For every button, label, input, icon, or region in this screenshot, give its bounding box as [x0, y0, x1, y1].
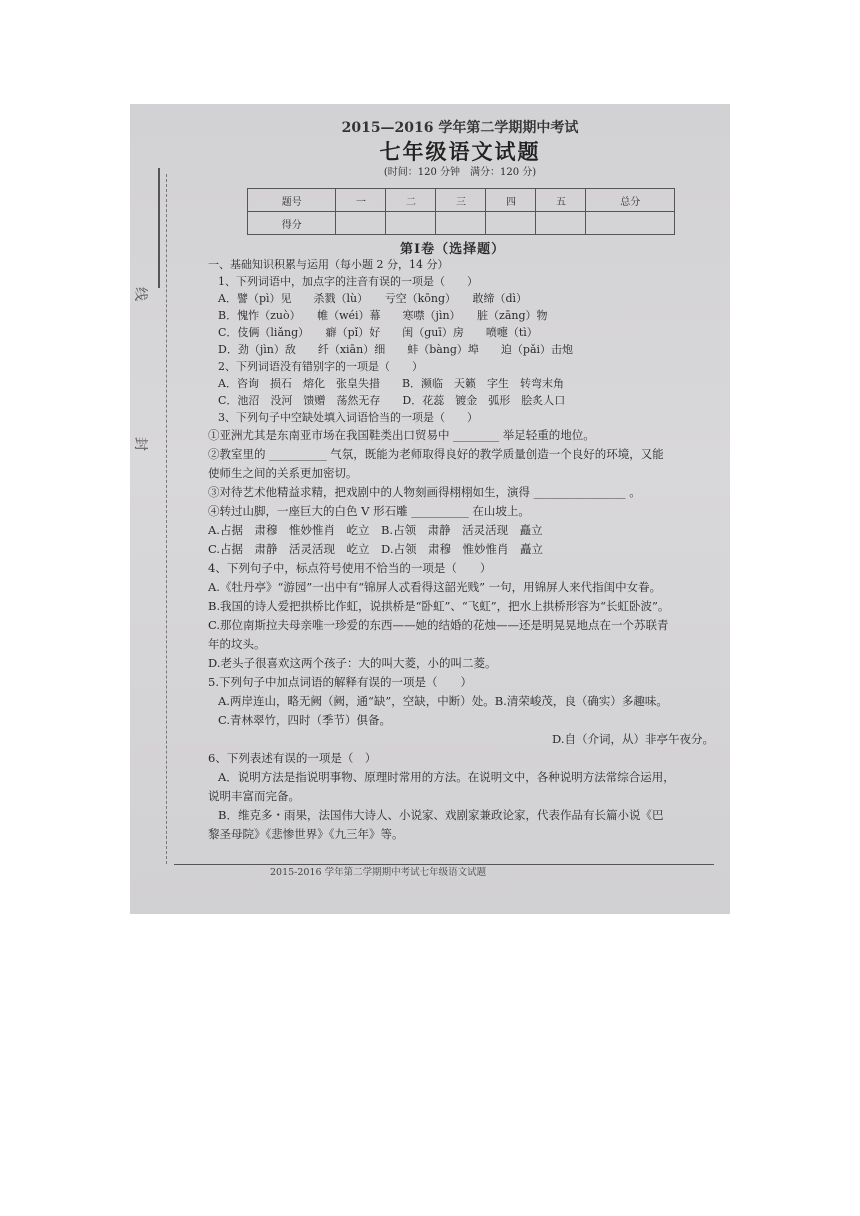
text-line: D.老头子很喜欢这两个孩子：大的叫大菱，小的叫二菱。 [208, 656, 497, 670]
score-cell: 总分 [586, 189, 675, 212]
text-line: C.青林翠竹，四时（季节）俱备。 [218, 713, 392, 727]
score-cell-empty [536, 212, 586, 235]
text-line: 6、下列表述有误的一项是（ ） [208, 751, 377, 765]
side-mark-seal: 封 [132, 437, 148, 451]
score-cell: 三 [436, 189, 486, 212]
text-line: A．咨询 损石 熔化 张皇失措 B．濒临 天籁 字生 转弯末角 [218, 377, 565, 390]
text-line: ④转过山脚，一座巨大的白色 V 形石雕 __________ 在山坡上。 [208, 504, 530, 518]
subject-title: 七年级语文试题 [379, 139, 541, 164]
volume-title: 第Ⅰ卷（选择题） [400, 242, 506, 257]
side-mark-line: 线 [132, 287, 148, 301]
score-cell-empty [436, 212, 486, 235]
exam-header [200, 118, 720, 184]
score-cell-empty [586, 212, 675, 235]
score-table [247, 188, 675, 235]
text-line: 黎圣母院》《悲惨世界》《九三年》等。 [208, 827, 404, 841]
score-cell-empty [486, 212, 536, 235]
text-line: 2、下列词语没有错别字的一项是（ ） [218, 360, 423, 373]
text-line: A．说明方法是指说明事物、原理时常用的方法。在说明文中，各种说明方法常综合运用， [218, 770, 675, 784]
text-line: 1、下列词语中，加点字的注音有误的一项是（ ） [218, 275, 478, 288]
text-line: C．池沼 没河 馈赠 荡然无存 D．花蕊 镀金 弧形 脍炙人口 [218, 394, 566, 407]
text-line: A.《牡丹亭》“游园”一出中有“锦屏人忒看得这韶光贱” 一句，用锦屏人来代指闺中女眷。 [208, 580, 662, 594]
question-body [208, 256, 714, 844]
score-table-score-row [248, 212, 675, 235]
text-line: ①亚洲尤其是东南亚市场在我国鞋类出口贸易中 ________ 举足轻重的地位。 [208, 428, 595, 442]
text-line: A.两岸连山，略无阙（阙，通“缺”，空缺，中断）处。B.清荣峻茂，良（确实）多趣味。 [218, 694, 668, 708]
text-line: C.占据 肃静 活灵活现 屹立 D.占领 肃穆 惟妙惟肖 矗立 [208, 542, 544, 556]
text-line: 4、下列句子中，标点符号使用不恰当的一项是（ ） [208, 561, 492, 575]
text-line: 3、下列句子中空缺处填入词语恰当的一项是（ ） [218, 411, 478, 424]
text-line: 一、基础知识积累与运用（每小题 2 分，14 分） [208, 258, 449, 271]
text-line: D.自（介词，从）非亭午夜分。 [552, 732, 714, 746]
text-line: ②教室里的 __________ 气氛，既能为老师取得良好的教学质量创造一个良好的环境，又能 [208, 447, 664, 461]
text-line: C．伎俩（liǎng） 癖（pǐ）好 闺（guī）房 喷嚏（tì） [218, 326, 538, 339]
text-line: 说明丰富而完备。 [208, 789, 300, 803]
score-cell-empty [336, 212, 386, 235]
text-line: ③对待艺术他精益求精，把戏剧中的人物刻画得栩栩如生，演得 ________________ 。 [208, 485, 641, 499]
text-line: D．劲（jìn）敌 纤（xiān）细 蚌（bàng）埠 迫（pǎi）击炮 [218, 343, 574, 356]
exam-title: 2015—2016 学年第二学期期中考试 [341, 120, 579, 136]
text-line: C.那位南斯拉夫母亲唯一珍爱的东西——她的结婚的花烛——还是明晃晃地点在一个苏联青 [208, 618, 669, 632]
score-cell: 二 [386, 189, 436, 212]
score-cell: 题号 [248, 189, 336, 212]
score-cell: 五 [536, 189, 586, 212]
score-table-header-row [248, 189, 675, 212]
time-note: (时间：120 分钟 满分：120 分) [383, 167, 537, 178]
text-line: B．维克多・雨果，法国伟大诗人、小说家、戏剧家兼政论家，代表作品有长篇小说《巴 [218, 808, 664, 822]
binding-line [144, 174, 167, 864]
text-line: 使师生之间的关系更加密切。 [208, 466, 358, 480]
score-cell-empty [386, 212, 436, 235]
text-line: 5.下列句子中加点词语的解释有误的一项是（ ） [208, 675, 472, 689]
score-cell: 一 [336, 189, 386, 212]
text-line: B.我国的诗人爱把拱桥比作虹，说拱桥是“卧虹”、“飞虹”，把水上拱桥形容为“长虹卧波”。 [208, 599, 670, 613]
scanned-exam-page [130, 104, 730, 914]
page-footer: 2015-2016 学年第二学期期中考试七年级语文试题 [270, 867, 487, 878]
text-line: A．譬（pì）见 杀戮（lù） 亏空（kōng） 敢缔（dì） [218, 292, 528, 305]
score-cell: 四 [486, 189, 536, 212]
text-line: A.占据 肃穆 惟妙惟肖 屹立 B.占领 肃静 活灵活现 矗立 [208, 523, 543, 537]
text-line: B．愧怍（zuò） 帷（wéi）幕 寒噤（jìn） 脏（zāng）物 [218, 309, 548, 322]
binding-bar [158, 168, 160, 288]
text-line: 年的坟头。 [208, 637, 266, 651]
score-cell: 得分 [248, 212, 336, 235]
